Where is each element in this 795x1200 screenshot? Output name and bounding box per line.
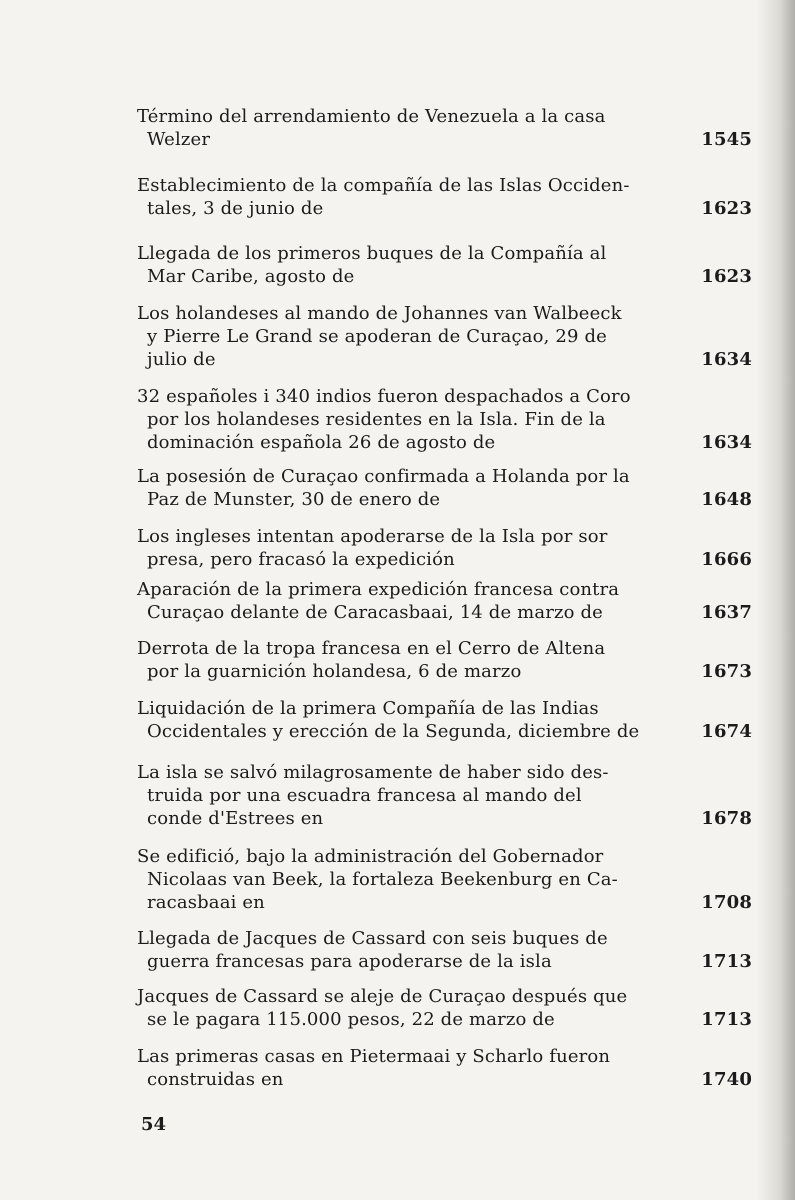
entry-line: La posesión de Curaçao confirmada a Holanda por la — [137, 466, 630, 487]
entry-description — [137, 1045, 752, 1091]
entry-line: La isla se salvó milagrosamente de haber sido des- — [137, 762, 609, 783]
entry-description — [137, 578, 752, 624]
entry-year: 1623 — [701, 198, 752, 219]
entry-line: y Pierre Le Grand se apoderan de Curaçao, 29 de — [147, 326, 607, 347]
entry-description — [137, 525, 752, 571]
entry-description — [137, 697, 752, 743]
chronology-entry — [137, 761, 752, 830]
chronology-entry — [137, 697, 752, 743]
chronology-entry — [137, 845, 752, 914]
entry-line: Establecimiento de la compañía de las Islas Occiden- — [137, 175, 630, 196]
entry-line: Término del arrendamiento de Venezuela a la casa — [137, 106, 606, 127]
entry-year: 1674 — [701, 721, 752, 742]
entry-year: 1623 — [701, 266, 752, 287]
entry-year: 1648 — [701, 489, 752, 510]
chronology-entry — [137, 174, 752, 220]
entry-line: julio de — [147, 349, 216, 370]
entry-line: por los holandeses residentes en la Isla. Fin de la — [147, 409, 606, 430]
entry-year: 1673 — [701, 661, 752, 682]
entry-description — [137, 174, 752, 220]
entry-line: dominación española 26 de agosto de — [147, 432, 496, 453]
entry-description — [137, 465, 752, 511]
entry-line: Jacques de Cassard se aleje de Curaçao después que — [137, 986, 628, 1007]
entry-year: 1666 — [701, 549, 752, 570]
entry-year: 1545 — [701, 129, 752, 150]
entry-line: 32 españoles i 340 indios fueron despachados a Coro — [137, 386, 631, 407]
entry-line: construidas en — [147, 1069, 284, 1090]
entry-line: por la guarnición holandesa, 6 de marzo — [147, 661, 522, 682]
chronology-entry — [137, 985, 752, 1031]
chronology-entry — [137, 302, 752, 371]
entry-line: truida por una escuadra francesa al mando del — [147, 785, 582, 806]
entry-line: Mar Caribe, agosto de — [147, 266, 355, 287]
entry-line: conde d'Estrees en — [147, 808, 324, 829]
chronology-entry — [137, 525, 752, 571]
chronology-entry — [137, 1045, 752, 1091]
entry-line: Derrota de la tropa francesa en el Cerro de Altena — [137, 638, 606, 659]
entry-line: racasbaai en — [147, 892, 265, 913]
entry-year: 1637 — [701, 602, 752, 623]
entry-description — [137, 302, 752, 371]
entry-year: 1634 — [701, 349, 752, 370]
chronology-entry — [137, 385, 752, 454]
chronology-entry — [137, 578, 752, 624]
entry-year: 1678 — [701, 808, 752, 829]
chronology-entry — [137, 637, 752, 683]
page-edge-shadow — [757, 0, 795, 1200]
chronology-entry — [137, 927, 752, 973]
entry-line: Los holandeses al mando de Johannes van Walbeeck — [137, 303, 622, 324]
entry-year: 1740 — [701, 1069, 752, 1090]
entry-line: Llegada de los primeros buques de la Compañía al — [137, 243, 607, 264]
entry-line: tales, 3 de junio de — [147, 198, 324, 219]
entry-line: Paz de Munster, 30 de enero de — [147, 489, 441, 510]
entry-line: Welzer — [147, 129, 211, 150]
entry-description — [137, 845, 752, 914]
entry-line: Se edifició, bajo la administración del Gobernador — [137, 846, 604, 867]
entry-description — [137, 105, 752, 151]
entry-year: 1713 — [701, 951, 752, 972]
page-number: 54 — [141, 1114, 167, 1135]
chronology-entry — [137, 105, 752, 151]
chronology-entry — [137, 242, 752, 288]
entry-line: guerra francesas para apoderarse de la isla — [147, 951, 552, 972]
entry-year: 1713 — [701, 1009, 752, 1030]
entry-line: Las primeras casas en Pietermaai y Scharlo fueron — [137, 1046, 611, 1067]
entry-line: Curaçao delante de Caracasbaai, 14 de marzo de — [147, 602, 603, 623]
entry-line: Occidentales y erección de la Segunda, diciembre de — [147, 721, 640, 742]
entry-line: Los ingleses intentan apoderarse de la Isla por sor — [137, 526, 608, 547]
entry-year: 1634 — [701, 432, 752, 453]
entry-line: Liquidación de la primera Compañía de las Indias — [137, 698, 599, 719]
entry-description — [137, 637, 752, 683]
entry-line: Nicolaas van Beek, la fortaleza Beekenburg en Ca- — [147, 869, 618, 890]
entry-line: presa, pero fracasó la expedición — [147, 549, 455, 570]
entry-line: Llegada de Jacques de Cassard con seis buques de — [137, 928, 608, 949]
entry-line: Aparación de la primera expedición francesa contra — [137, 579, 620, 600]
entry-description — [137, 385, 752, 454]
chronology-entry — [137, 465, 752, 511]
entry-description — [137, 985, 752, 1031]
entry-description — [137, 927, 752, 973]
entry-description — [137, 761, 752, 830]
entry-line: se le pagara 115.000 pesos, 22 de marzo de — [147, 1009, 555, 1030]
entry-year: 1708 — [701, 892, 752, 913]
entry-description — [137, 242, 752, 288]
